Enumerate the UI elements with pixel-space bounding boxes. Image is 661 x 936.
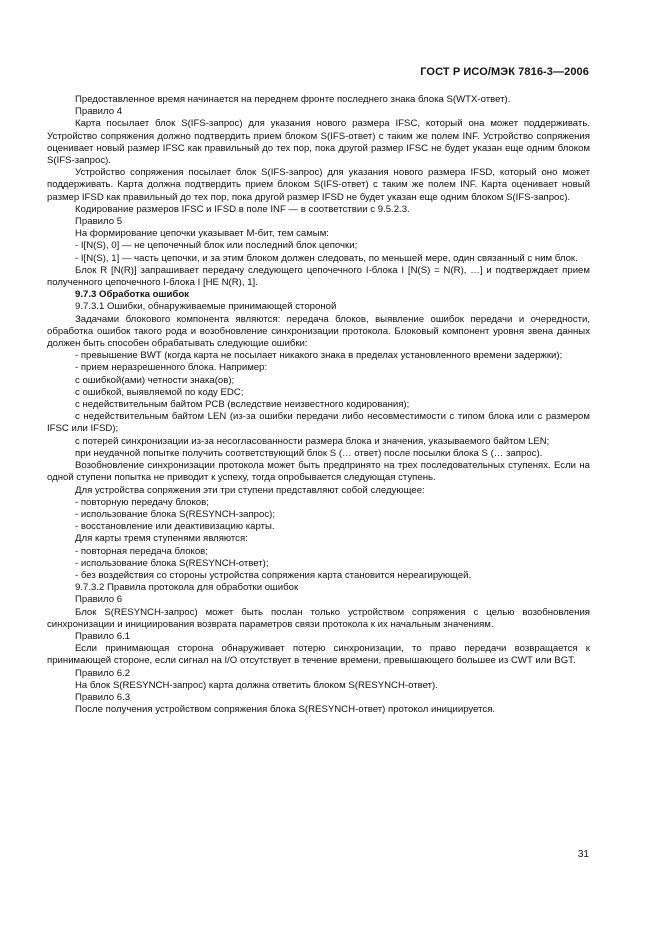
paragraph: Блок S(RESYNCH-запрос) может быть послан только устройством сопряжения с целью возобновления синхронизации и инициирования возврата параметров связи протокола к их начальным значениям.	[47, 606, 590, 630]
list-item: - I[N(S), 0] — не цепочечный блок или последний блок цепочки;	[75, 240, 358, 252]
list-item: - I[N(S), 1] — часть цепочки, и за этим блоком должен следовать, по меньшей мере, один связанный с ним блок.	[75, 252, 578, 264]
paragraph: Для карты тремя ступенями являются:	[75, 533, 248, 545]
subsection-heading: 9.7.3.1 Ошибки, обнаруживаемые принимающей стороной	[75, 301, 337, 313]
paragraph: После получения устройством сопряжения блока S(RESYNCH-ответ) протокол инициируется.	[75, 704, 496, 716]
list-item: - использование блока S(RESYNCH-ответ);	[75, 557, 269, 569]
rule-heading: Правило 6.3	[75, 691, 131, 703]
paragraph: Для устройства сопряжения эти три ступени представляют собой следующее:	[75, 484, 425, 496]
document-body	[47, 94, 590, 716]
section-heading: 9.7.3 Обработка ошибок	[75, 289, 189, 301]
list-item: с потерей синхронизации из-за несогласованности размера блока и значения, указываемого байтом LEN;	[75, 435, 550, 447]
paragraph: Устройство сопряжения посылает блок S(IFS-запрос) для указания нового размера IFSD, который оно может поддерживать. Карта должна подтвердить прием блоком S(IFS-ответ) с таким же полем INF. Карта оценивает новый размер IFSD как правильный до тех пор, пока другой размер IFSD не будет указан еще одним блоком S(IFS-запрос).	[47, 167, 590, 203]
rule-heading: Правило 5	[75, 216, 123, 228]
subsection-heading: 9.7.3.2 Правила протокола для обработки ошибок	[75, 582, 299, 594]
paragraph: Возобновление синхронизации протокола может быть предпринято на трех последовательных ступенях. Если на одной ступени попытка не приводит к успеху, тогда опробывается следующая ступень.	[47, 460, 590, 484]
list-item: с ошибкой, выявляемой по коду EDC;	[75, 386, 244, 398]
list-item: - прием неразрешенного блока. Например:	[75, 362, 268, 374]
rule-heading: Правило 6	[75, 594, 123, 606]
paragraph: На блок S(RESYNCH-запрос) карта должна ответить блоком S(RESYNCH-ответ).	[75, 679, 438, 691]
paragraph: Кодирование размеров IFSC и IFSD в поле INF — в соответствии с 9.5.2.3.	[75, 203, 410, 215]
list-item: - повторную передачу блоков;	[75, 496, 209, 508]
paragraph: Карта посылает блок S(IFS-запрос) для указания нового размера IFSC, который она может поддерживать. Устройство сопряжения должно подтвердить прием блоком S(IFS-ответ) с таким же полем INF. Устройство сопряжения оценивает новый размер IFSC как правильный до тех пор, пока другой размер IFSC не будет указан еще одним блоком S(IFS-запрос).	[47, 118, 590, 167]
paragraph: Предоставленное время начинается на переднем фронте последнего знака блока S(WTX-ответ).	[75, 94, 511, 105]
document-header: ГОСТ Р ИСО/МЭК 7816-3—2006	[420, 66, 589, 78]
rule-heading: Правило 6.1	[75, 630, 131, 642]
list-item: при неудачной попытке получить соответствующий блок S (… ответ) после посылки блока S (… запрос).	[75, 447, 543, 459]
rule-heading: Правило 4	[75, 106, 123, 118]
rule-heading: Правило 6.2	[75, 667, 131, 679]
list-item: - использование блока S(RESYNCH-запрос);	[75, 508, 276, 520]
list-item: - без воздействия со стороны устройства сопряжения карта становится нереагирующей.	[75, 569, 472, 581]
list-item: - превышение BWT (когда карта не посылает никакого знака в пределах установленного времени задержки);	[75, 350, 563, 362]
paragraph: На формирование цепочки указывает М-бит, тем самым:	[75, 228, 329, 240]
list-item: с недействительным байтом PCB (вследствие неизвестного кодирования);	[75, 399, 410, 411]
paragraph: Задачами блокового компонента являются: передача блоков, выявление ошибок передачи и очередности, обработка ошибок такого рода и возобновление синхронизации протокола. Блоковый компонент уровня звена данных должен быть способен обрабатывать следующие ошибки:	[47, 313, 590, 350]
paragraph: Блок R [N(R)] запрашивает передачу следующего цепочечного I-блока I [N(S) = N(R), …] и подтверждает прием полученного цепочечного I-блока I [НЕ N(R), 1].	[47, 264, 590, 289]
list-item: с недействительным байтом LEN (из-за ошибки передачи либо несовместимости с типом блока или с размером IFSC или IFSD);	[47, 411, 590, 435]
list-item: - повторная передача блоков;	[75, 545, 208, 557]
paragraph: Если принимающая сторона обнаруживает потерю синхронизации, то право передачи возвращается к принимающей стороне, если сигнал на I/O отсутствует в течение времени, превышающего большее из CWT или BGT.	[47, 643, 590, 667]
list-item: с ошибкой(ами) четности знака(ов);	[75, 374, 235, 386]
page-number: 31	[577, 849, 589, 860]
list-item: - восстановление или деактивизацию карты.	[75, 521, 275, 533]
